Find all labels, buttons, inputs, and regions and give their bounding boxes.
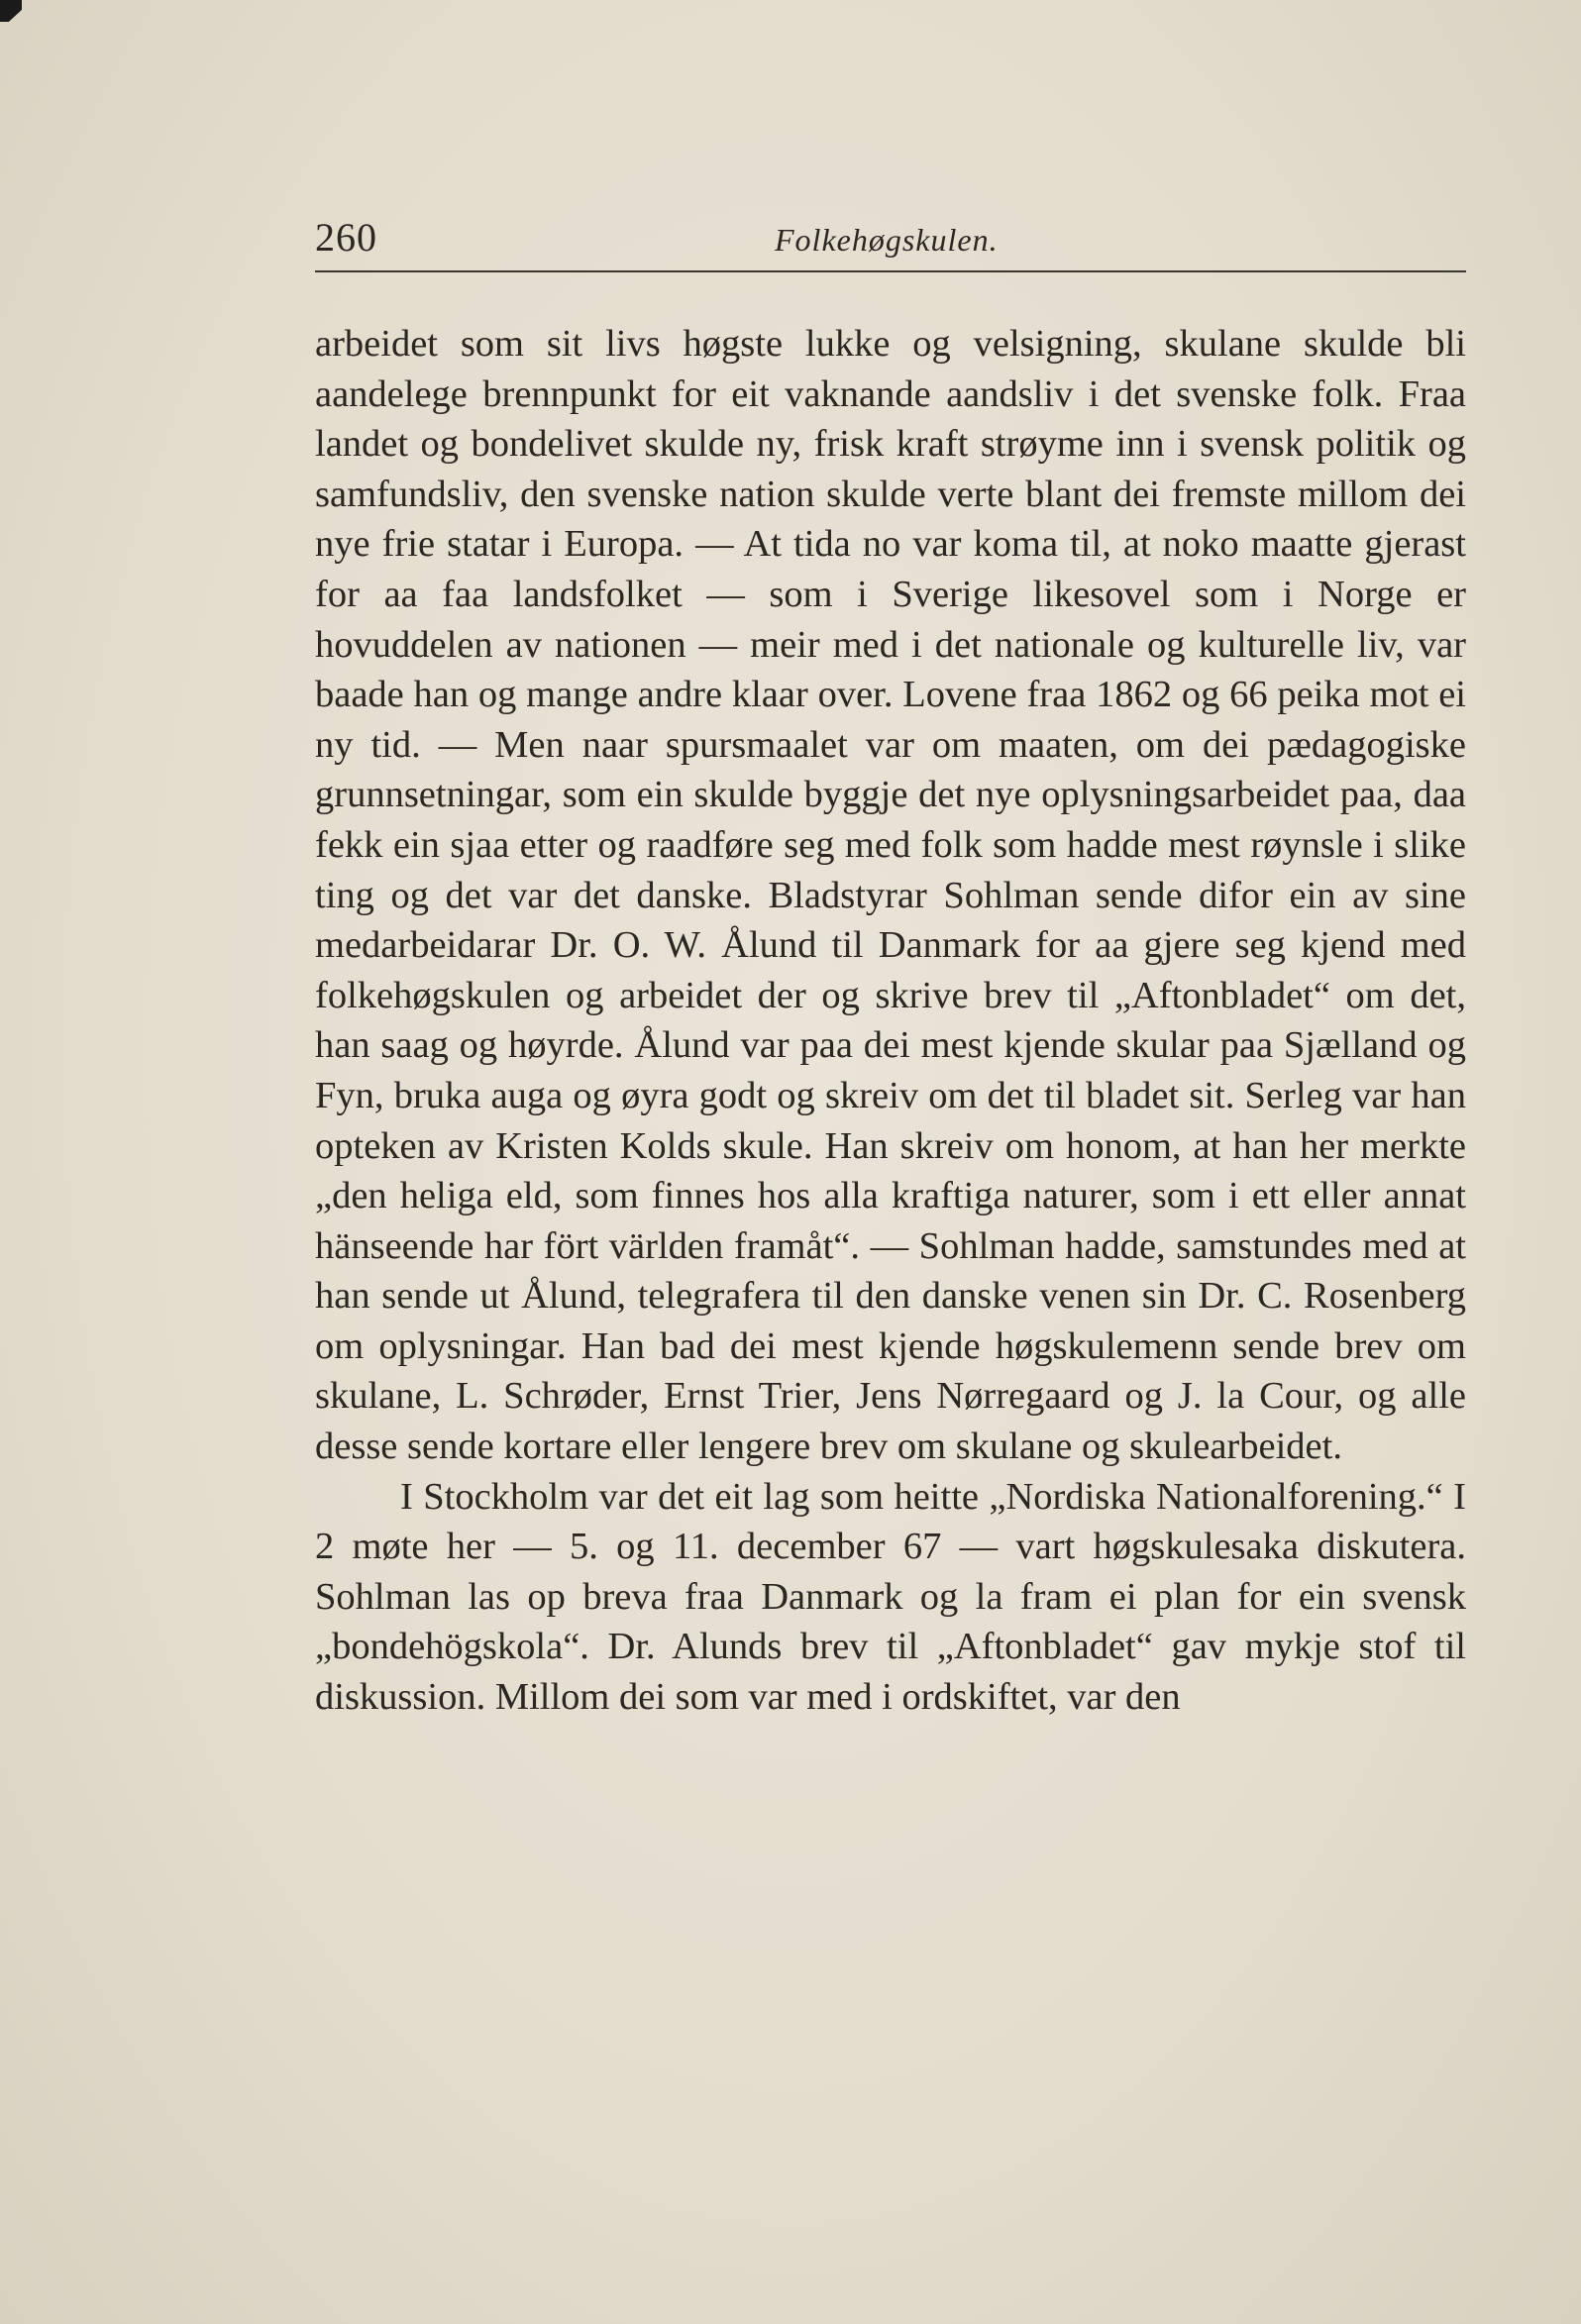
corner-mark [0,0,22,22]
running-title: Folkehøgskulen. [775,222,999,258]
body-text [315,319,1466,1723]
page-header [315,204,1466,273]
paragraph-1: arbeidet som sit livs høgste lukke og velsigning, skulane skulde bli aandelege brennpunkt for eit vaknande aandsliv i det svenske folk. Fraa landet og bondelivet skulde ny, frisk kraft strøyme inn i svensk politik og samfundsliv, den svenske nation skulde verte blant dei fremste millom dei nye frie statar i Europa. — At tida no var koma til, at noko maatte gjerast for aa faa landsfolket — som i Sverige likesovel som i Norge er hovuddelen av nationen — meir med i det nationale og kulturelle liv, var baade han og mange andre klaar over. Lovene fraa 1862 og 66 peika mot ei ny tid. — Men naar spursmaalet var om maaten, om dei pædagogiske grunnsetningar, som ein skulde byggje det nye oplysningsarbeidet paa, daa fekk ein sjaa etter og raadføre seg med folk som hadde mest røynsle i slike ting og det var det danske. Bladstyrar Sohlman sende difor ein av sine medarbeidarar Dr. O. W. Ålund til Danmark for aa gjere seg kjend med folkehøgskulen og arbeidet der og skrive brev til „Aftonbladet“ om det, han saag og høyrde. Ålund var paa dei mest kjende skular paa Sjælland og Fyn, bruka auga og øyra godt og skreiv om det til bladet sit. Serleg var han opteken av Kristen Kolds skule. Han skreiv om honom, at han her merkte „den heliga eld, som finnes hos alla kraftiga naturer, som i ett eller annat hänseende har fört världen framåt“. — Sohlman hadde, samstundes med at han sende ut Ålund, telegrafera til den danske venen sin Dr. C. Rosenberg om oplysningar. Han bad dei mest kjende høgskulemenn sende brev om skulane, L. Schrøder, Ernst Trier, Jens Nørregaard og J. la Cour, og alle desse sende kortare eller lengere brev om skulane og skulearbeidet. [315,323,1466,1468]
header-rule [315,270,1466,272]
page-number: 260 [315,215,377,260]
paragraph-2: I Stockholm var det eit lag som heitte „Nordiska Nationalforening.“ I 2 møte her — 5. og 11. december 67 — vart høgskulesaka diskutera. Sohlman las op breva fraa Danmark og la fram ei plan for ein svensk „bondehögskola“. Dr. Alunds brev til „Aftonbladet“ gav mykje stof til diskussion. Millom dei som var med i ordskiftet, var den [315,1475,1466,1719]
